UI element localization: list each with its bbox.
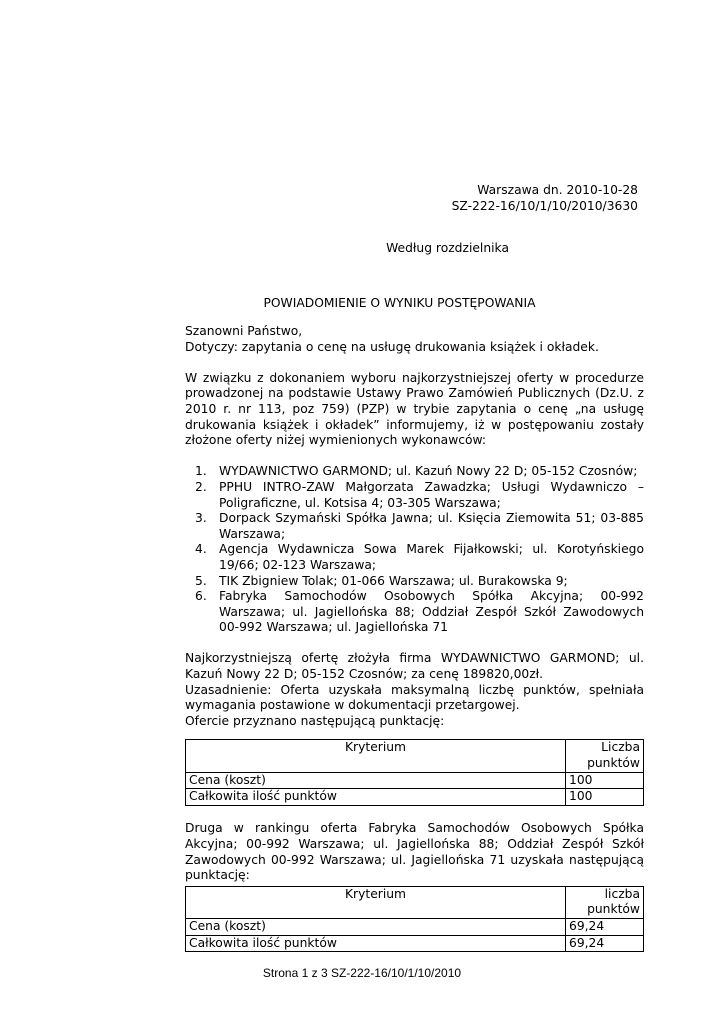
list-item <box>185 574 644 590</box>
table-row <box>186 918 644 935</box>
recipient-line: Według rozdzielnika <box>386 241 509 255</box>
column-header-criterion: Kryterium <box>186 740 566 772</box>
scoring-intro: Ofercie przyznano następującą punktację: <box>185 713 445 728</box>
list-item <box>185 542 644 573</box>
list-number: 4. <box>195 542 207 557</box>
table-row <box>186 935 644 952</box>
date-line: Warszawa dn. 2010-10-28 <box>477 183 638 197</box>
points-cell: 100 <box>566 772 644 789</box>
criterion-cell: Cena (koszt) <box>186 772 566 789</box>
list-item <box>185 464 644 480</box>
score-table-winner <box>185 739 644 805</box>
list-number: 6. <box>195 589 207 604</box>
table-header-row <box>186 886 644 918</box>
list-item-text: Dorpack Szymański Spółka Jawna; ul. Księcia Ziemowita 51; 03-885 Warszawa; <box>219 511 644 541</box>
list-number: 5. <box>195 573 207 588</box>
offers-list <box>185 464 644 636</box>
points-cell: 69,24 <box>566 935 644 952</box>
criterion-cell: Całkowita ilość punktów <box>186 789 566 806</box>
column-header-criterion: Kryterium <box>186 886 566 918</box>
list-item <box>185 511 644 542</box>
list-number: 1. <box>195 464 207 479</box>
list-item-text: WYDAWNICTWO GARMOND; ul. Kazuń Nowy 22 D; 05-152 Czosnów; <box>219 464 638 479</box>
criterion-cell: Cena (koszt) <box>186 918 566 935</box>
table-row <box>186 789 644 806</box>
winner-paragraph: Najkorzystniejszą ofertę złożyła firma WYDAWNICTWO GARMOND; ul. Kazuń Nowy 22 D; 05-152 Czosnów; za cenę 189820,00zł. <box>185 651 644 682</box>
column-header-points: Liczba punktów <box>566 740 644 772</box>
list-item-text: Agencja Wydawnicza Sowa Marek Fijałkowski; ul. Korotyńskiego 19/66; 02-123 Warszawa; <box>219 542 644 572</box>
score-table-second <box>185 886 644 952</box>
list-item-text: TIK Zbigniew Tolak; 01-066 Warszawa; ul. Burakowska 9; <box>219 573 568 588</box>
criterion-cell: Całkowita ilość punktów <box>186 935 566 952</box>
list-number: 3. <box>195 511 207 526</box>
column-header-points: liczba punktów <box>566 886 644 918</box>
intro-paragraph: W związku z dokonaniem wyboru najkorzystniejszej oferty w procedurze prowadzonej na podstawie Ustawy Prawo Zamówień Publicznych (Dz.U. z 2010 r. nr 113, poz 759) (PZP) w trybie zapytania o cenę „na usługę drukowania książek i okładek” informujemy, iż w postępowaniu zostały złożone oferty niżej wymienionych wykonawców: <box>185 370 644 448</box>
second-offer-paragraph: Druga w rankingu oferta Fabryka Samochodów Osobowych Spółka Akcyjna; 00-992 Warszawa; ul. Jagiellońska 88; Oddział Zespół Szkół Zawodowych 00-992 Warszawa; ul. Jagiellońska 71 uzyskała następującą punktację: <box>185 821 644 883</box>
greeting: Szanowni Państwo, <box>185 324 303 338</box>
list-number: 2. <box>195 479 207 494</box>
points-cell: 100 <box>566 789 644 806</box>
reference-number: SZ-222-16/10/1/10/2010/3630 <box>451 199 638 213</box>
list-item-text: Fabryka Samochodów Osobowych Spółka Akcyjna; 00-992 Warszawa; ul. Jagiellońska 88; Oddział Zespół Szkół Zawodowych 00-992 Warszawa; ul. Jagiellońska 71 <box>219 589 644 635</box>
list-item-text: PPHU INTRO-ZAW Małgorzata Zawadzka; Usługi Wydawniczo – Poligraficzne, ul. Kotsisa 4; 03-305 Warszawa; <box>219 479 644 510</box>
points-cell: 69,24 <box>566 918 644 935</box>
list-item <box>185 480 644 511</box>
page-footer: Strona 1 z 3 SZ-222-16/10/1/10/2010 <box>262 966 462 980</box>
justification-paragraph: Uzasadnienie: Oferta uzyskała maksymalną liczbę punktów, spełniała wymagania postawione w dokumentacji przetargowej. <box>185 682 644 713</box>
table-row <box>186 772 644 789</box>
list-item <box>185 589 644 636</box>
letter-body <box>185 324 644 952</box>
subject-line: Dotyczy: zapytania o cenę na usługę drukowania książek i okładek. <box>185 339 599 354</box>
table-header-row <box>186 740 644 772</box>
document-title: POWIADOMIENIE O WYNIKU POSTĘPOWANIA <box>263 296 536 310</box>
